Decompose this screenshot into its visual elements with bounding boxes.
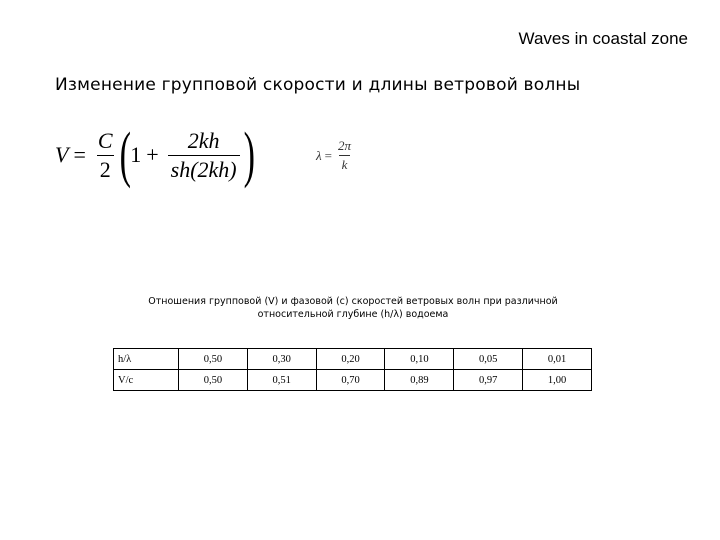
formula-equals: = — [324, 147, 332, 163]
row-label: h/λ — [114, 349, 179, 370]
fraction-2pi-over-k — [335, 138, 354, 173]
fraction-denominator: 2 — [97, 155, 114, 183]
fraction-numerator: 2π — [337, 138, 351, 153]
formula-plus: + — [146, 142, 159, 167]
table-cell: 0,70 — [316, 370, 385, 391]
fraction-c-over-2 — [95, 128, 116, 183]
table-cell: 0,89 — [385, 370, 454, 391]
table-row — [114, 370, 592, 391]
header-title: Waves in coastal zone — [518, 29, 688, 48]
caption-line: Отношения групповой (V) и фазовой (с) скоростей ветровых волн при различной — [148, 296, 558, 307]
table-cell: 0,05 — [454, 349, 523, 370]
table-row — [114, 349, 592, 370]
table-cell: 0,01 — [523, 349, 592, 370]
ratio-table — [113, 348, 592, 391]
slide-title: Изменение групповой скорости и длины ветровой волны — [55, 75, 581, 95]
fraction-numerator: C — [97, 127, 113, 153]
fraction-2kh — [168, 128, 240, 183]
fraction-denominator: sh(2kh) — [168, 155, 240, 183]
close-paren: ) — [243, 121, 255, 189]
table-caption — [112, 295, 594, 321]
formula-equals: = — [73, 142, 86, 167]
formula-one: 1 — [130, 142, 142, 167]
wavelength-formula — [316, 138, 354, 173]
table-cell: 0,10 — [385, 349, 454, 370]
table-cell: 0,50 — [179, 370, 248, 391]
row-label: V/c — [114, 370, 179, 391]
table-cell: 0,50 — [179, 349, 248, 370]
group-velocity-formula — [55, 122, 254, 188]
table-cell: 0,51 — [247, 370, 316, 391]
formula-lhs: λ — [316, 147, 322, 163]
open-paren: ( — [119, 121, 131, 189]
caption-line: относительной глубине (h/λ) водоема — [257, 309, 449, 320]
table-cell: 0,20 — [316, 349, 385, 370]
formula-lhs: V — [55, 142, 69, 167]
table-cell: 1,00 — [523, 370, 592, 391]
fraction-numerator: 2kh — [187, 127, 220, 153]
table-cell: 0,97 — [454, 370, 523, 391]
table-cell: 0,30 — [247, 349, 316, 370]
fraction-denominator: k — [339, 155, 351, 173]
